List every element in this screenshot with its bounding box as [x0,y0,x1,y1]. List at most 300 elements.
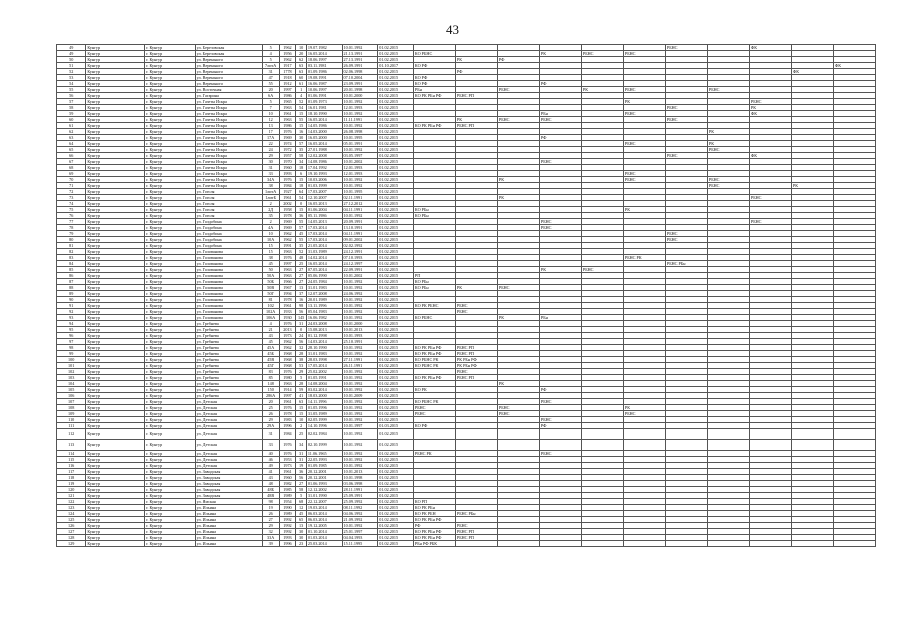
work-type-cell: КО РК РБн РФ [413,123,455,129]
house-number-cell: 31 [262,69,279,75]
build-year-cell: 1973 [279,463,296,469]
inclusion-date-cell: 01.02.2015 [378,189,414,195]
registration-date-cell: 28.11.1991 [342,487,378,493]
street-cell: ул. Голдобина [195,231,262,237]
inclusion-date-cell: 01.02.2015 [378,111,414,117]
street-cell: ул. Березовская [195,51,262,57]
house-number-cell: 45Г [262,363,279,369]
street-cell: ул. Голованова [195,309,262,315]
wear-cell: 34 [296,440,307,451]
inclusion-date-cell: 01.02.2015 [378,469,414,475]
inspection-date-cell: 15.08.2013 [306,327,342,333]
city-cell: г. Кунгур [145,457,195,463]
wear-cell: 98 [296,303,307,309]
wear-cell: 38 [296,357,307,363]
build-year-cell: 1962 [279,345,296,351]
street-cell: ул. Гоголя [195,207,262,213]
wear-cell: 41 [296,393,307,399]
wear-cell: 18 [296,165,307,171]
registration-date-cell: 10.01.1992 [342,405,378,411]
inclusion-date-cell: 01.02.2015 [378,81,414,87]
registration-date-cell: 10.01.1992 [342,411,378,417]
row-number-cell: 114 [57,451,86,457]
inclusion-date-cell: 01.02.2015 [378,399,414,405]
registration-date-cell: 24.12.1991 [342,249,378,255]
work-type-cell: РК [539,51,581,57]
house-number-cell: 29 [262,523,279,529]
municipality-cell: Кунгур [86,117,145,123]
work-type-cell: РБНС [665,237,707,243]
city-cell: г. Кунгур [145,405,195,411]
registration-date-cell: 10.01.1992 [342,417,378,423]
inspection-date-cell: 01.05.1996 [306,405,342,411]
work-type-cell: РБНС [539,225,581,231]
build-year-cell: 1993 [279,535,296,541]
build-year-cell: 1991 [279,243,296,249]
municipality-cell: Кунгур [86,93,145,99]
street-cell: ул. Гребнева [195,357,262,363]
build-year-cell: 1962 [279,339,296,345]
street-cell: ул. Детская [195,417,262,423]
row-number-cell: 72 [57,189,86,195]
build-year-cell: 1967 [279,285,296,291]
work-type-cell: РБНС [497,87,539,93]
build-year-cell: 1976 [279,440,296,451]
wear-cell: 15 [296,111,307,117]
register-table-wrapper [56,44,876,547]
build-year-cell: 1778 [279,69,296,75]
house-number-cell: 50Б [262,279,279,285]
inclusion-date-cell: 01.02.2015 [378,297,414,303]
wear-cell: 37 [296,291,307,297]
house-number-cell: 40 [262,451,279,457]
work-type-cell [539,541,581,547]
street-cell: ул. Заводская [195,475,262,481]
street-cell: ул. Заводская [195,487,262,493]
build-year-cell: 1961 [279,399,296,405]
row-number-cell: 97 [57,339,86,345]
city-cell: г. Кунгур [145,273,195,279]
street-cell: ул. Гоголя [195,195,262,201]
house-number-cell: 4 [262,51,279,57]
work-type-cell: РФ [413,523,455,529]
city-cell: г. Кунгур [145,195,195,201]
municipality-cell: Кунгур [86,231,145,237]
inspection-date-cell: 22.05.1993 [306,457,342,463]
inclusion-date-cell: 01.02.2015 [378,195,414,201]
build-year-cell: 1982 [279,481,296,487]
inclusion-date-cell: 01.02.2015 [378,57,414,63]
inclusion-date-cell: 01.02.2015 [378,309,414,315]
work-type-cell: РБНС [455,369,497,375]
municipality-cell: Кунгур [86,375,145,381]
row-number-cell: 68 [57,165,86,171]
work-type-cell: КО РФ [413,423,455,429]
inspection-date-cell: 06.03.2014 [306,517,342,523]
housing-register-table [56,44,876,547]
work-type-cell: РБн [413,87,455,93]
registration-date-cell: 21.13.1991 [342,51,378,57]
inspection-date-cell: 19.12.2005 [306,523,342,529]
city-cell: г. Кунгур [145,475,195,481]
registration-date-cell: 09.01.2002 [342,237,378,243]
registration-date-cell: 26.08.1998 [342,129,378,135]
street-cell: ул. Гребнева [195,393,262,399]
build-year-cell: 1970 [279,159,296,165]
wear-cell: 56 [296,309,307,315]
house-number-cell: 83 [262,369,279,375]
work-type-cell: РБНС [539,117,581,123]
house-number-cell: 102 [262,303,279,309]
inspection-date-cell: 20.12.2001 [306,469,342,475]
work-type-cell: РБНС [497,405,539,411]
house-number-cell: 17А [262,135,279,141]
row-number-cell: 88 [57,285,86,291]
house-number-cell: 2 [262,219,279,225]
work-type-cell: РБНС [455,303,497,309]
work-type-cell: РБНС РК [413,451,455,457]
city-cell: г. Кунгур [145,357,195,363]
wear-cell: 54 [296,195,307,201]
wear-cell: 45 [296,511,307,517]
row-number-cell: 50 [57,57,86,63]
build-year-cell: 1976 [279,451,296,457]
table-row [57,541,876,547]
registration-date-cell: 26.09.1991 [342,63,378,69]
work-type-cell: РБНС [413,405,455,411]
registration-date-cell: 24.06.1992 [342,291,378,297]
city-cell: г. Кунгур [145,135,195,141]
inspection-date-cell: 19.10.1993 [306,171,342,177]
work-type-cell: КО РБн [413,213,455,219]
work-type-cell: РК [707,141,749,147]
inclusion-date-cell: 01.02.2015 [378,51,414,57]
work-type-cell: РБНС [455,523,497,529]
inclusion-date-cell: 01.02.2015 [378,381,414,387]
work-type-cell: РК РБн РФ [455,363,497,369]
city-cell: г. Кунгур [145,81,195,87]
wear-cell: 16 [296,129,307,135]
house-number-cell: 50А [262,273,279,279]
municipality-cell: Кунгур [86,469,145,475]
street-cell: ул. Веренького [195,81,262,87]
inspection-date-cell: 14.05.2013 [306,219,342,225]
city-cell: г. Кунгур [145,57,195,63]
house-number-cell: 13 [262,123,279,129]
wear-cell: 31 [296,457,307,463]
municipality-cell: Кунгур [86,243,145,249]
street-cell: ул. Ильина [195,541,262,547]
work-type-cell: РК [623,207,665,213]
wear-cell: 27 [296,279,307,285]
municipality-cell: Кунгур [86,357,145,363]
wear-cell: 18 [296,183,307,189]
inclusion-date-cell: 01.02.2015 [378,387,414,393]
inclusion-date-cell: 01.02.2015 [378,141,414,147]
house-number-cell: 33А [262,535,279,541]
inspection-date-cell: 01.12.1998 [306,333,342,339]
street-cell: ул. Газеты Искра [195,141,262,147]
work-type-cell: КО РФ [413,81,455,87]
street-cell: ул. Газеты Искра [195,105,262,111]
house-number-cell: 5 [262,57,279,63]
municipality-cell: Кунгур [86,183,145,189]
registration-date-cell: 05.01.1991 [342,141,378,147]
build-year-cell: 1994 [279,291,296,297]
house-number-cell: 150 [262,387,279,393]
inspection-date-cell: 13.11.1996 [306,303,342,309]
inspection-date-cell: 18.03.2000 [306,393,342,399]
house-number-cell: 31 [262,429,279,440]
wear-cell: 30 [296,529,307,535]
build-year-cell: 1963 [279,267,296,273]
city-cell: г. Кунгур [145,165,195,171]
municipality-cell: Кунгур [86,237,145,243]
build-year-cell: 1976 [279,321,296,327]
street-cell: ул. Ильина [195,517,262,523]
inspection-date-cell: 24.05.1984 [306,279,342,285]
municipality-cell: Кунгур [86,481,145,487]
wear-cell: 34 [296,159,307,165]
city-cell: г. Кунгур [145,345,195,351]
registration-date-cell: 10.01.2000 [342,321,378,327]
street-cell: ул. Гребнева [195,387,262,393]
work-type-cell: РБНС [539,417,581,423]
municipality-cell: Кунгур [86,339,145,345]
house-number-cell: 38 [262,183,279,189]
inspection-date-cell: 25.03.2014 [306,541,342,547]
wear-cell: 27 [296,267,307,273]
city-cell: г. Кунгур [145,219,195,225]
wear-cell: 0 [296,201,307,207]
registration-date-cell: 10.01.2013 [342,327,378,333]
municipality-cell: Кунгур [86,123,145,129]
city-cell: г. Кунгур [145,183,195,189]
row-number-cell: 80 [57,237,86,243]
inclusion-date-cell: 01.02.2015 [378,529,414,535]
street-cell: ул. Гребнева [195,339,262,345]
inspection-date-cell: 06.03.2014 [306,511,342,517]
municipality-cell: Кунгур [86,189,145,195]
work-type-cell [749,440,791,451]
row-number-cell: 73 [57,195,86,201]
build-year-cell: 1963 [279,249,296,255]
row-number-cell: 77 [57,219,86,225]
wear-cell: 55 [296,237,307,243]
build-year-cell: 1914 [279,387,296,393]
street-cell: ул. Газеты Искра [195,129,262,135]
work-type-cell: РБНС [665,231,707,237]
row-number-cell: 120 [57,487,86,493]
wear-cell: 0 [296,327,307,333]
build-year-cell: 1978 [279,213,296,219]
inspection-date-cell: 31.03.1989 [306,249,342,255]
house-number-cell: 148 [262,381,279,387]
city-cell: г. Кунгур [145,75,195,81]
work-type-cell: КО РК [413,387,455,393]
work-type-cell: РБн [539,111,581,117]
inspection-date-cell: 01.06.1991 [306,93,342,99]
house-number-cell: 33 [262,440,279,451]
wear-cell: 6 [296,171,307,177]
work-type-cell [749,541,791,547]
row-number-cell: 85 [57,267,86,273]
inclusion-date-cell: 01.02.2015 [378,321,414,327]
house-number-cell: 10А [262,237,279,243]
street-cell: ул. Детская [195,411,262,417]
inclusion-date-cell: 01.02.2015 [378,481,414,487]
inclusion-date-cell: 01.02.2015 [378,207,414,213]
inclusion-date-cell: 01.02.2015 [378,339,414,345]
inspection-date-cell: 16.01.1981 [306,105,342,111]
house-number-cell: 45В [262,357,279,363]
row-number-cell: 124 [57,511,86,517]
inspection-date-cell: 27.01.1988 [306,147,342,153]
inclusion-date-cell: 01.02.2015 [378,123,414,129]
row-number-cell: 116 [57,463,86,469]
work-type-cell [623,541,665,547]
street-cell: ул. Голованова [195,273,262,279]
street-cell: ул. Веренького [195,63,262,69]
house-number-cell: 15 [262,243,279,249]
municipality-cell: Кунгур [86,81,145,87]
registration-date-cell: 20.01.1998 [342,87,378,93]
street-cell: ул. Голованова [195,303,262,309]
work-type-cell: РФ [539,81,581,87]
row-number-cell: 66 [57,153,86,159]
registration-date-cell: 10.01.1992 [342,315,378,321]
street-cell: ул. Газеты Искра [195,165,262,171]
work-type-cell [539,440,581,451]
street-cell: ул. Газеты Искра [195,183,262,189]
inspection-date-cell: 17.03.2014 [306,231,342,237]
wear-cell: 63 [296,63,307,69]
wear-cell: 23 [296,541,307,547]
row-number-cell: 71 [57,183,86,189]
work-type-cell: РБНС РП [455,351,497,357]
house-number-cell: 41 [262,469,279,475]
inspection-date-cell: 21.05.2014 [306,243,342,249]
row-number-cell: 128 [57,535,86,541]
municipality-cell: Кунгур [86,393,145,399]
work-type-cell: РБн РФ РБК [413,541,455,547]
wear-cell: 13 [296,523,307,529]
inspection-date-cell: 12.02.2008 [306,153,342,159]
city-cell: г. Кунгур [145,69,195,75]
row-number-cell: 61 [57,123,86,129]
row-number-cell: 59 [57,111,86,117]
inspection-date-cell: 28.10.1990 [306,345,342,351]
build-year-cell: 2013 [279,327,296,333]
house-number-cell: 29 [262,417,279,423]
work-type-cell [791,440,833,451]
house-number-cell: 2Д [262,207,279,213]
inclusion-date-cell: 01.02.2015 [378,165,414,171]
inclusion-date-cell: 01.10.2017 [378,63,414,69]
city-cell: г. Кунгур [145,261,195,267]
work-type-cell [413,440,455,451]
street-cell: ул. Детская [195,399,262,405]
city-cell: г. Кунгур [145,535,195,541]
house-number-cell: 50Г [262,291,279,297]
street-cell: ул. Гагарина [195,93,262,99]
build-year-cell: 1983 [279,417,296,423]
row-number-cell: 104 [57,381,86,387]
registration-date-cell: 10.01.2002 [342,159,378,165]
work-type-cell: КО РФ [413,63,455,69]
inclusion-date-cell: 01.02.2015 [378,117,414,123]
wear-cell: 24 [296,333,307,339]
house-number-cell: 22 [262,141,279,147]
inspection-date-cell: 01.09.1973 [306,99,342,105]
work-type-cell: КО РБНС РК [413,357,455,363]
build-year-cell: 1969 [279,225,296,231]
work-type-cell: КО РК РБН [413,511,455,517]
city-cell: г. Кунгур [145,189,195,195]
inspection-date-cell: 20.01.1989 [306,297,342,303]
work-type-cell: РБНС [623,141,665,147]
city-cell: г. Кунгур [145,451,195,457]
row-number-cell: 63 [57,135,86,141]
house-number-cell: 45А [262,345,279,351]
work-type-cell: РБНС [455,309,497,315]
house-number-cell: 25 [262,405,279,411]
wear-cell: 48 [296,255,307,261]
registration-date-cell: 26.11.1991 [342,363,378,369]
build-year-cell: 1992 [279,529,296,535]
street-cell: ул. Газеты Искра [195,177,262,183]
inspection-date-cell: 16.06.1987 [306,81,342,87]
municipality-cell: Кунгур [86,333,145,339]
municipality-cell: Кунгур [86,423,145,429]
table-row [57,440,876,451]
build-year-cell: 1978 [279,297,296,303]
municipality-cell: Кунгур [86,51,145,57]
inspection-date-cell: 31.01.1990 [306,493,342,499]
work-type-cell [497,440,539,451]
street-cell: ул. Ямская [195,499,262,505]
registration-date-cell: 25.09.1992 [342,499,378,505]
street-cell: ул. Детская [195,423,262,429]
inspection-date-cell: 24.03.2008 [306,321,342,327]
row-number-cell: 113 [57,440,86,451]
inspection-date-cell: 03.02.2014 [306,387,342,393]
wear-cell: 28 [296,381,307,387]
wear-cell: 27 [296,273,307,279]
inclusion-date-cell: 01.02.2015 [378,69,414,75]
row-number-cell: 103 [57,375,86,381]
work-type-cell: РФ [455,69,497,75]
row-number-cell: 57 [57,99,86,105]
row-number-cell: 100 [57,357,86,363]
row-number-cell: 91 [57,303,86,309]
city-cell: г. Кунгур [145,255,195,261]
municipality-cell: Кунгур [86,541,145,547]
row-number-cell: 87 [57,279,86,285]
street-cell: ул. Березовская [195,45,262,51]
work-type-cell: РК [707,129,749,135]
work-type-cell: РБНС [497,285,539,291]
house-number-cell: 286А [262,393,279,399]
work-type-cell [707,440,749,451]
city-cell: г. Кунгур [145,243,195,249]
build-year-cell: 1986 [279,93,296,99]
city-cell: г. Кунгур [145,393,195,399]
street-cell: ул. Гоголя [195,213,262,219]
work-type-cell: РБНС [749,99,791,105]
work-type-cell: ФК [749,45,791,51]
street-cell: ул. Голованова [195,279,262,285]
